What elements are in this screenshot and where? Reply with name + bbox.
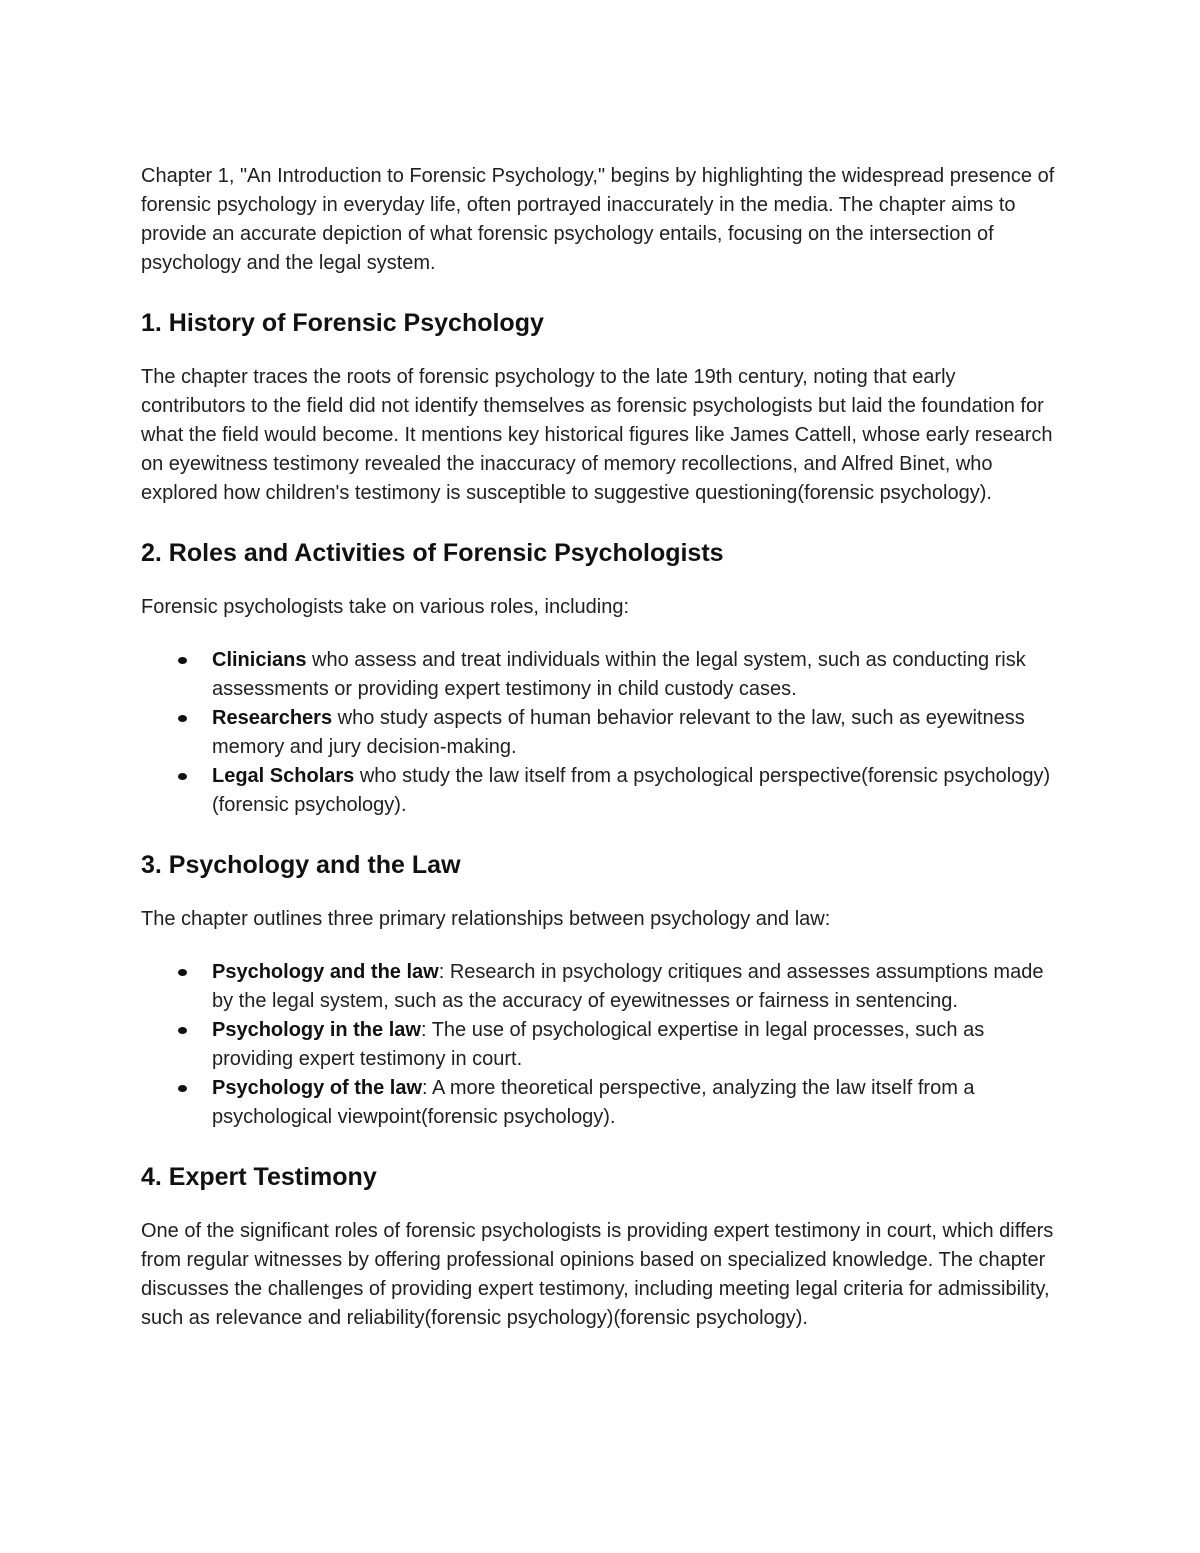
list-item-term: Psychology and the law xyxy=(212,961,439,983)
list-item-term: Psychology of the law xyxy=(212,1077,423,1099)
list-item-term: Legal Scholars xyxy=(212,765,355,787)
section-heading-roles: 2. Roles and Activities of Forensic Psychologists xyxy=(141,539,724,567)
list-item-text: : A more theoretical perspective, analyzing the law itself from a psychological viewpoint(forensic psychology). xyxy=(212,1077,975,1128)
section-lead-psychology-law: The chapter outlines three primary relationships between psychology and law: xyxy=(141,908,831,930)
list-item-term: Researchers xyxy=(212,707,333,729)
roles-list xyxy=(141,646,1061,820)
list-item-text: who assess and treat individuals within the legal system, such as conducting risk assessments or providing expert testimony in child custody cases. xyxy=(212,649,1026,700)
list-item xyxy=(212,762,1061,820)
document-page xyxy=(141,162,1061,1362)
section-heading-history: 1. History of Forensic Psychology xyxy=(141,309,544,337)
section-heading-psychology-law: 3. Psychology and the Law xyxy=(141,851,461,879)
list-item xyxy=(212,1074,1061,1132)
list-item xyxy=(212,704,1061,762)
section-lead-roles: Forensic psychologists take on various roles, including: xyxy=(141,596,630,618)
section-heading-expert-testimony: 4. Expert Testimony xyxy=(141,1163,377,1191)
relationships-list xyxy=(141,958,1061,1132)
list-item-term: Psychology in the law xyxy=(212,1019,421,1041)
list-item-text: : The use of psychological expertise in legal processes, such as providing expert testimony in court. xyxy=(212,1019,985,1070)
list-item-text: who study aspects of human behavior relevant to the law, such as eyewitness memory and jury decision-making. xyxy=(212,707,1025,758)
list-item xyxy=(212,646,1061,704)
list-item-term: Clinicians xyxy=(212,649,307,671)
list-item xyxy=(212,1016,1061,1074)
section-body-expert-testimony: One of the significant roles of forensic psychologists is providing expert testimony in court, which differs from regular witnesses by offering professional opinions based on specialized knowledge. The chapter discusses the challenges of providing expert testimony, including meeting legal criteria for admissibility, such as relevance and reliability(forensic psychology)(forensic psychology). xyxy=(141,1220,1054,1329)
section-body-history: The chapter traces the roots of forensic psychology to the late 19th century, noting that early contributors to the field did not identify themselves as forensic psychologists but laid the foundation for what the field would become. It mentions key historical figures like James Cattell, whose early research on eyewitness testimony revealed the inaccuracy of memory recollections, and Alfred Binet, who explored how children's testimony is susceptible to suggestive questioning(forensic psychology). xyxy=(141,366,1053,504)
list-item-text: : Research in psychology critiques and assesses assumptions made by the legal system, such as the accuracy of eyewitnesses or fairness in sentencing. xyxy=(212,961,1044,1012)
intro-paragraph: Chapter 1, "An Introduction to Forensic Psychology," begins by highlighting the widespread presence of forensic psychology in everyday life, often portrayed inaccurately in the media. The chapter aims to provide an accurate depiction of what forensic psychology entails, focusing on the intersection of psychology and the legal system. xyxy=(141,165,1055,274)
list-item xyxy=(212,958,1061,1016)
list-item-text: who study the law itself from a psychological perspective(forensic psychology)(forensic psychology). xyxy=(212,765,1051,816)
